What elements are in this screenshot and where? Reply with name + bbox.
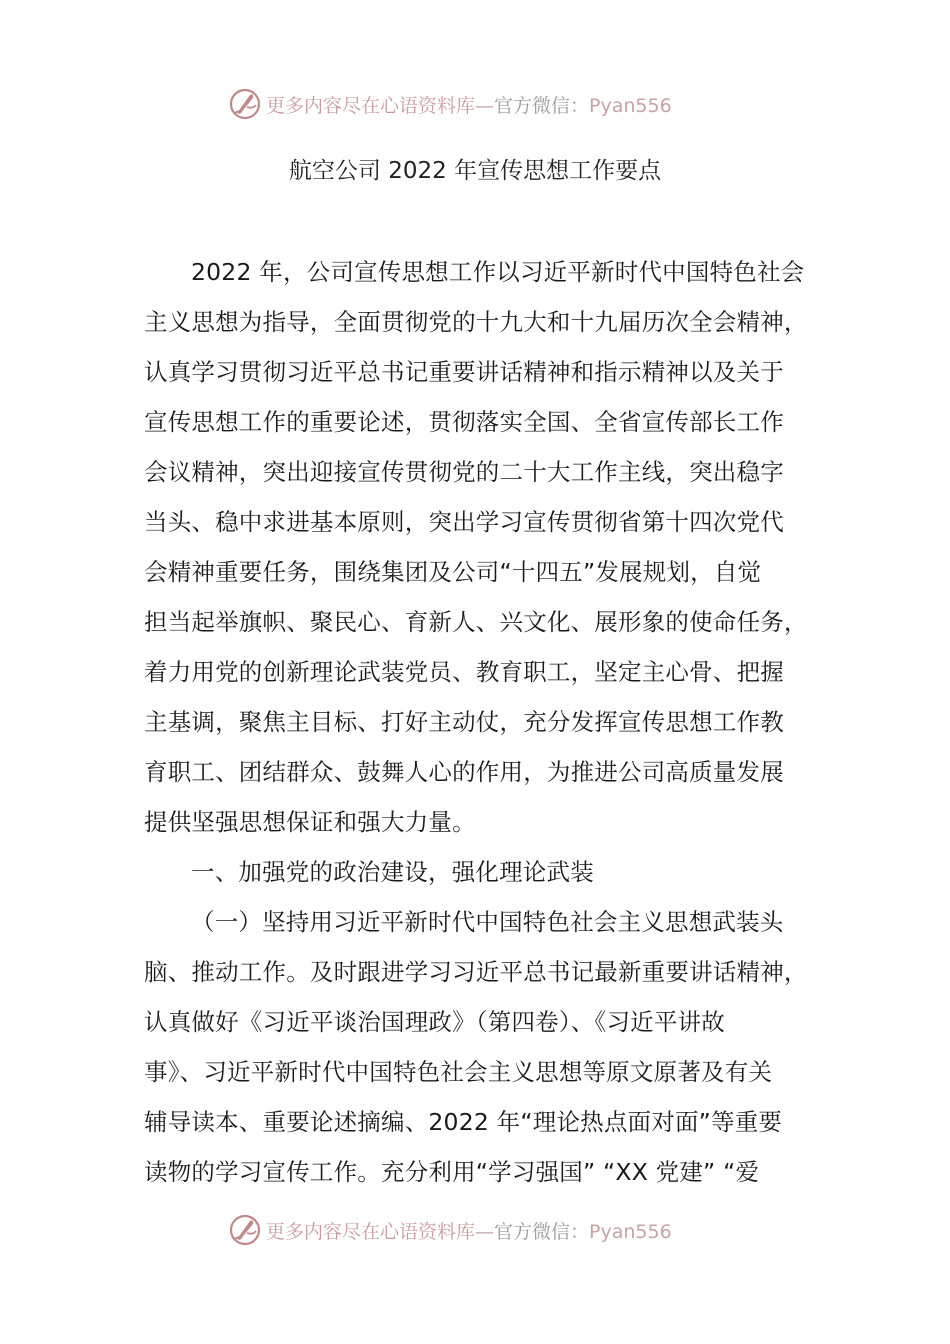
watermark-wechat-id: Pyan556 [589, 1220, 672, 1243]
body-line: 会精神重要任务，围绕集团及公司“十四五”发展规划，自觉 [144, 558, 762, 586]
body-line: 主义思想为指导，全面贯彻党的十九大和十九届历次全会精神， [144, 308, 808, 336]
section-heading: 一、加强党的政治建设，强化理论武装 [191, 858, 594, 886]
body-line: 提供坚强思想保证和强大力量。 [144, 808, 476, 836]
body-line: 辅导读本、重要论述摘编、2022 年“理论热点面对面”等重要 [144, 1108, 783, 1136]
document-body [144, 250, 824, 1200]
body-line: 认真做好《习近平谈治国理政》（第四卷）、《习近平讲故 [144, 1008, 725, 1036]
body-line: 着力用党的创新理论武装党员、教育职工，坚定主心骨、把握 [144, 658, 784, 686]
watermark-text [266, 91, 672, 118]
watermark-wechat-id: Pyan556 [589, 94, 672, 117]
quill-pen-icon [228, 1213, 262, 1247]
body-line: 读物的学习宣传工作。充分利用“学习强国” “XX 党建” “爱 [144, 1158, 760, 1186]
watermark-separator: — [475, 94, 495, 117]
body-line: 担当起举旗帜、聚民心、育新人、兴文化、展形象的使命任务， [144, 608, 808, 636]
watermark-text [266, 1217, 672, 1244]
watermark-site-text: 更多内容尽在心语资料库 [266, 1220, 476, 1243]
body-line: 当头、稳中求进基本原则，突出学习宣传贯彻省第十四次党代 [144, 508, 784, 536]
body-line: 2022 年，公司宣传思想工作以习近平新时代中国特色社会 [191, 258, 805, 286]
document-title: 航空公司 2022 年宣传思想工作要点 [288, 158, 662, 184]
body-line: 事》、习近平新时代中国特色社会主义思想等原文原著及有关 [144, 1058, 773, 1086]
body-line: 主基调，聚焦主目标、打好主动仗，充分发挥宣传思想工作教 [144, 708, 784, 736]
watermark-banner-bottom [0, 1210, 950, 1250]
watermark-banner-top [0, 84, 950, 124]
watermark-wechat-label: 官方微信： [494, 1220, 590, 1243]
body-line: 会议精神，突出迎接宣传贯彻党的二十大工作主线，突出稳字 [144, 458, 784, 486]
body-line: 育职工、团结群众、鼓舞人心的作用，为推进公司高质量发展 [144, 758, 784, 786]
watermark-separator: — [475, 1220, 495, 1243]
body-line: 认真学习贯彻习近平总书记重要讲话精神和指示精神以及关于 [144, 358, 784, 386]
subsection-heading-line: （一）坚持用习近平新时代中国特色社会主义思想武装头 [191, 908, 784, 936]
watermark-site-text: 更多内容尽在心语资料库 [266, 94, 476, 117]
watermark-wechat-label: 官方微信： [494, 94, 590, 117]
body-line: 脑、推动工作。及时跟进学习习近平总书记最新重要讲话精神， [144, 958, 808, 986]
body-line: 宣传思想工作的重要论述，贯彻落实全国、全省宣传部长工作 [144, 408, 784, 436]
quill-pen-icon [228, 87, 262, 121]
